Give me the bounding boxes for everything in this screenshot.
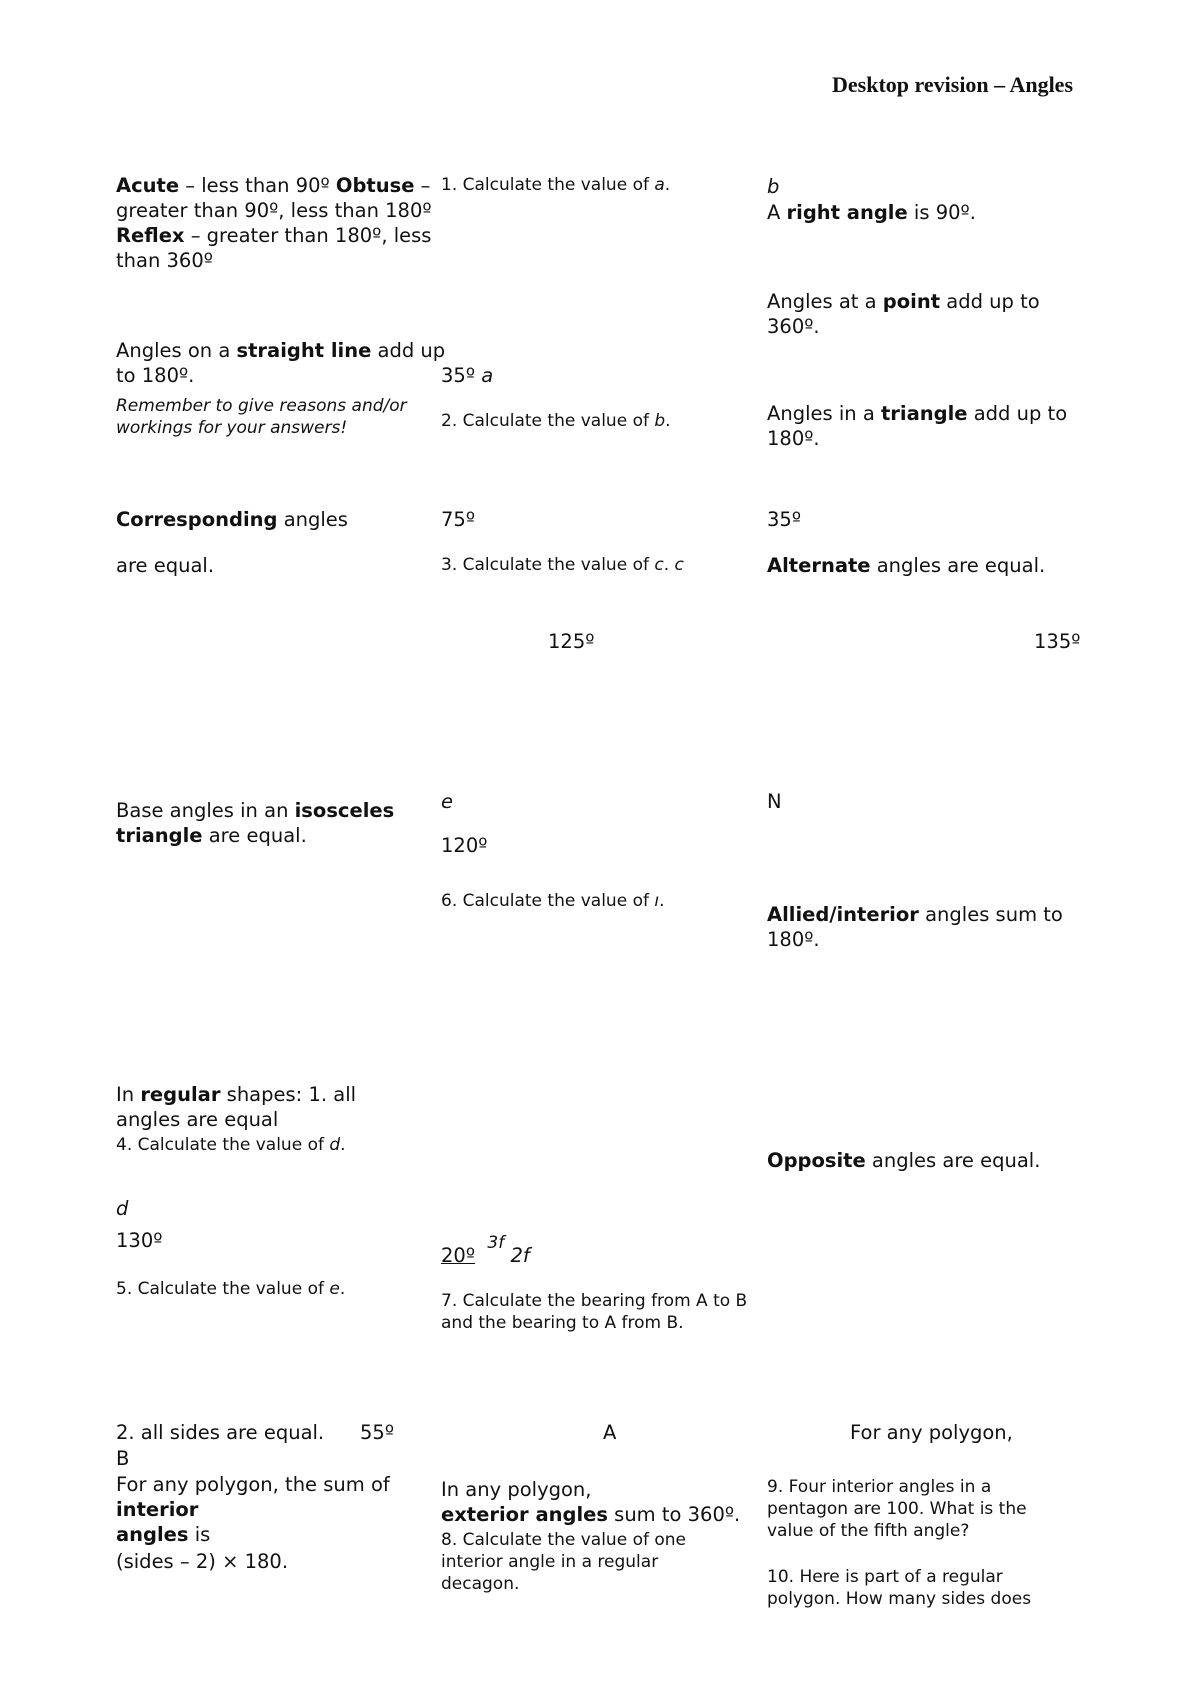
label-B: B xyxy=(116,1447,130,1470)
q1-pre: 1. Calculate the value of xyxy=(441,175,655,195)
interior-sum-pre: For any polygon, the sum of xyxy=(116,1473,390,1496)
q6-pre: 6. Calculate the value of xyxy=(441,891,655,911)
label-e: e xyxy=(441,790,453,813)
label-2f: 2f xyxy=(510,1244,530,1267)
alternate-post: angles are equal. xyxy=(870,554,1046,577)
value-130: 130º xyxy=(116,1229,163,1252)
allied-interior-rule xyxy=(767,902,1097,952)
point-post: add up to 360º. xyxy=(767,290,1040,338)
regular-shapes-rule xyxy=(116,1082,401,1132)
allied-bold: Allied/interior xyxy=(767,903,919,926)
interior-sum-post: is xyxy=(188,1523,211,1546)
q6-post: . xyxy=(659,891,665,911)
q4-pre: 4. Calculate the value of xyxy=(116,1135,330,1155)
corresponding-rule xyxy=(116,507,348,532)
triangle-post: add up to 180º. xyxy=(767,402,1068,450)
angles-bold: angles xyxy=(116,1523,189,1546)
value-20-group xyxy=(441,1233,530,1270)
label-a: a xyxy=(481,364,494,387)
exterior-angles-rule xyxy=(441,1477,781,1527)
value-35-a xyxy=(441,363,493,388)
right-angle-rule xyxy=(767,200,976,225)
right-angle-bold: right angle xyxy=(786,201,908,224)
exterior-post: sum to 360º. xyxy=(607,1503,741,1526)
question-2 xyxy=(441,410,671,432)
question-6 xyxy=(441,890,665,912)
label-3f: 3f xyxy=(487,1233,505,1253)
question-8: 8. Calculate the value of one interior angle in a regular decagon. xyxy=(441,1530,686,1594)
isosceles-rule xyxy=(116,798,436,848)
value-20: 20º xyxy=(441,1244,476,1267)
straight-line-pre: Angles on a xyxy=(116,339,237,362)
q5-pre: 5. Calculate the value of xyxy=(116,1279,330,1299)
straight-line-post: add up to 180º. xyxy=(116,339,446,387)
exterior-bold: exterior angles xyxy=(441,1503,608,1526)
q2-post: . xyxy=(665,411,671,431)
question-5 xyxy=(116,1278,345,1300)
point-bold: point xyxy=(882,290,941,313)
value-35-col3: 35º xyxy=(767,508,802,531)
regular-post: shapes: 1. all angles are equal xyxy=(116,1083,357,1131)
allied-post: angles sum to 180º. xyxy=(767,903,1063,951)
angle-types-definition xyxy=(116,173,438,273)
q5-post: . xyxy=(339,1279,346,1299)
corresponding-post: angles xyxy=(277,508,348,531)
isosceles-bold: isosceles triangle xyxy=(116,799,395,847)
obtuse-label: Obtuse xyxy=(335,174,415,197)
opposite-post: angles are equal. xyxy=(865,1149,1041,1172)
reflex-text: – greater than 180º, less than 360º xyxy=(116,224,432,272)
corresponding-bold: Corresponding xyxy=(116,508,278,531)
value-55: 55º xyxy=(360,1421,395,1444)
acute-text: – less than 90º xyxy=(179,174,336,197)
q2-var: b xyxy=(654,411,666,431)
all-sides-rule: 2. all sides are equal. xyxy=(116,1421,325,1444)
are-equal-text: are equal. xyxy=(116,554,215,577)
page-title: Desktop revision – Angles xyxy=(832,72,1074,97)
question-1 xyxy=(441,174,670,196)
q1-var: a xyxy=(654,175,665,195)
opposite-rule xyxy=(767,1148,1040,1173)
q2-pre: 2. Calculate the value of xyxy=(441,411,655,431)
q4-post: . xyxy=(340,1135,346,1155)
q3-var: c xyxy=(654,555,664,575)
q3-var2: c xyxy=(674,555,684,575)
value-125: 125º xyxy=(548,630,595,653)
opposite-bold: Opposite xyxy=(767,1149,866,1172)
label-d: d xyxy=(116,1197,129,1220)
label-A: A xyxy=(603,1421,617,1444)
value-75: 75º xyxy=(441,508,476,531)
right-angle-pre: A xyxy=(767,201,787,224)
triangle-bold: triangle xyxy=(880,402,968,425)
value-135: 135º xyxy=(1034,630,1081,653)
point-rule xyxy=(767,289,1097,339)
interior-sum-rule xyxy=(116,1472,434,1547)
obtuse-text: – greater than 90º, less than 180º xyxy=(116,174,432,222)
triangle-rule xyxy=(767,401,1097,451)
q3-post: . xyxy=(663,555,675,575)
right-angle-post: is 90º. xyxy=(907,201,976,224)
exterior-pre: In any polygon, xyxy=(441,1478,592,1501)
q3-pre: 3. Calculate the value of xyxy=(441,555,655,575)
straight-line-rule xyxy=(116,338,446,388)
q4-var: d xyxy=(329,1135,341,1155)
reminder-note: Remember to give reasons and/or workings for your answers! xyxy=(116,396,407,438)
alternate-bold: Alternate xyxy=(767,554,871,577)
value-120: 120º xyxy=(441,834,488,857)
question-10: 10. Here is part of a regular polygon. How many sides does xyxy=(767,1567,1032,1609)
point-pre: Angles at a xyxy=(767,290,883,313)
q6-var: ı xyxy=(654,891,660,911)
question-3 xyxy=(441,554,684,576)
q1-post: . xyxy=(664,175,671,195)
isosceles-pre: Base angles in an xyxy=(116,799,295,822)
interior-bold: interior xyxy=(116,1498,199,1521)
label-N: N xyxy=(767,790,782,813)
question-9: 9. Four interior angles in a pentagon are 100. What is the value of the fifth angle? xyxy=(767,1477,1027,1541)
question-4 xyxy=(116,1134,346,1156)
straight-line-bold: straight line xyxy=(236,339,372,362)
reflex-label: Reflex xyxy=(116,224,185,247)
triangle-pre: Angles in a xyxy=(767,402,881,425)
any-polygon-heading: For any polygon, xyxy=(850,1421,1013,1444)
acute-label: Acute xyxy=(116,174,180,197)
interior-formula: (sides – 2) × 180. xyxy=(116,1550,289,1573)
value-35: 35º xyxy=(441,364,476,387)
regular-bold: regular xyxy=(140,1083,221,1106)
label-b: b xyxy=(767,175,780,198)
question-7: 7. Calculate the bearing from A to B and the bearing to A from B. xyxy=(441,1291,748,1333)
q5-var: e xyxy=(329,1279,340,1299)
isosceles-post: are equal. xyxy=(202,824,307,847)
regular-pre: In xyxy=(116,1083,141,1106)
alternate-rule xyxy=(767,553,1045,578)
